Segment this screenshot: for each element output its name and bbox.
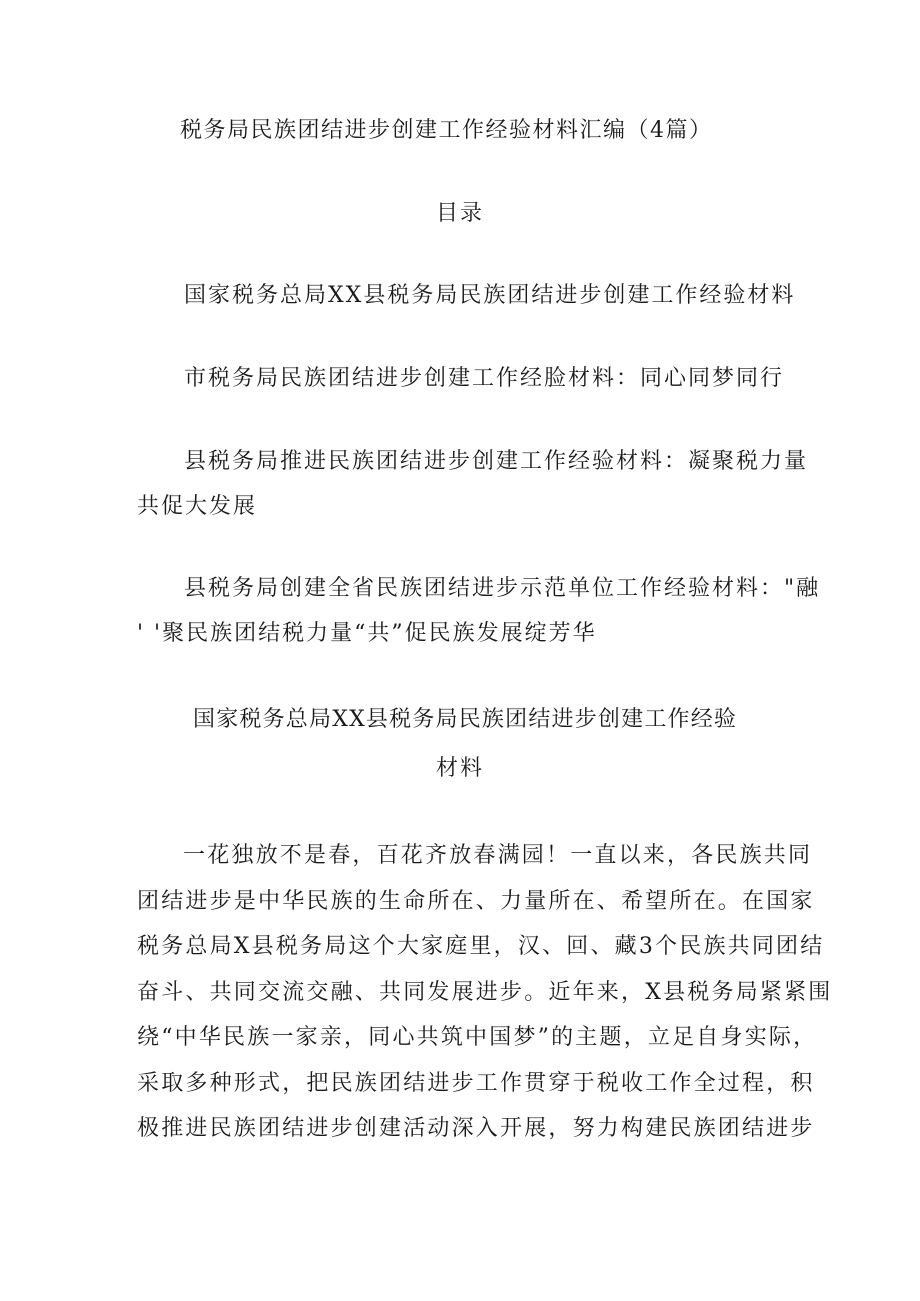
toc-item-2: 市税务局民族团结进步创建工作经脸材料：同心同梦同行 [184,366,785,391]
body-line: 一花独放不是春，百花齐放春满园！一直以来，各民族共同 [183,843,813,868]
body-line: 奋斗、共同交流交融、共同发展进步。近年来，X县税务局紧紧围 [137,979,833,1005]
toc-item-4-line-2: ' '聚民族团结税力量“共”促民族发展绽芳华 [137,621,597,646]
toc-item-3-line-1: 县税务局推进民族团结进步创建工作经验材料：凝聚税力量 [184,449,809,474]
toc-item-3-line-2: 共促大发展 [137,494,258,519]
body-line: 税务总局X县税务局这个大家庭里，汉、回、藏3个民族共同团结 [137,934,825,959]
toc-item-4-line-1: 县税务局创建全省民族团结进步示范单位工作经验材料："融 [184,576,821,601]
toc-item-1: 国家税务总局XX县税务局民族团结进步创建工作经验材料 [184,283,796,308]
body-paragraph [137,833,833,1152]
section-title-line-1: 国家税务总局XX县税务局民族团结进步创建工作经验 [193,707,738,732]
document-title: 税务局民族团结进步创建工作经验材料汇编（4篇） [180,118,713,143]
body-line: 团结进步是中华民族的生命所在、力量所在、希望所在。在国家 [137,888,815,914]
body-line: 采取多种形式，把民族团结进步工作贯穿于税收工作全过程，积 [137,1070,815,1096]
toc-heading: 目录 [435,201,484,226]
body-line: 极推进民族团结进步创建活动深入开展，努力构建民族团结进步 [137,1116,815,1141]
section-title-line-2: 材料 [435,756,484,781]
body-line: 绕“中华民族一家亲，同心共筑中国梦”的主题，立足自身实际， [137,1025,818,1050]
